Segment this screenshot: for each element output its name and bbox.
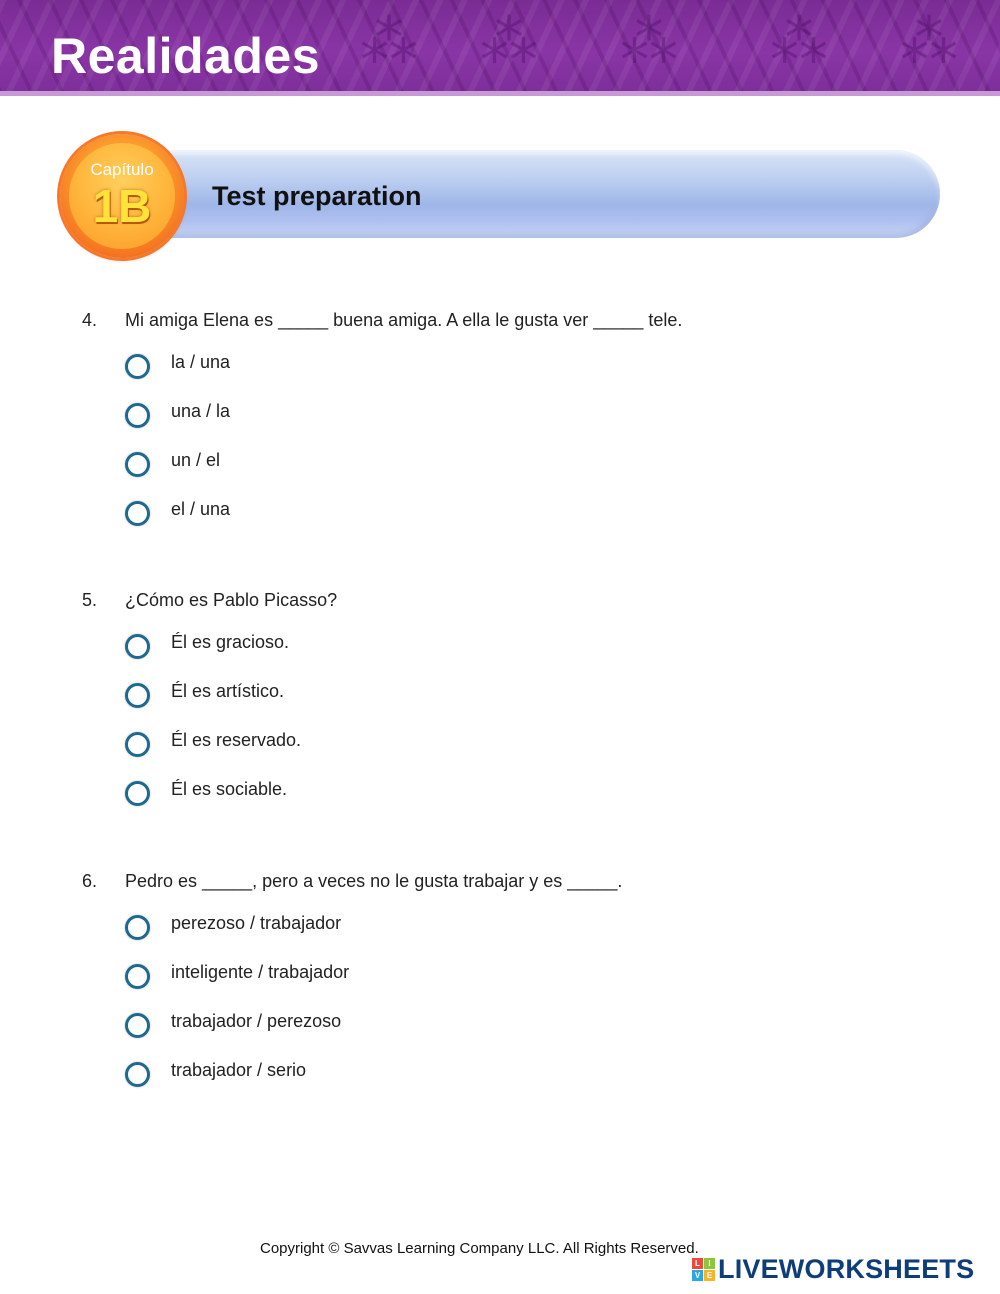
logo-block: V bbox=[692, 1270, 703, 1281]
banner-pattern-icon: ⁂ bbox=[480, 10, 538, 75]
question-text: Mi amiga Elena es _____ buena amiga. A ella le gusta ver _____ tele. bbox=[125, 310, 683, 330]
answer-option[interactable] bbox=[125, 729, 525, 759]
option-label: el / una bbox=[171, 499, 231, 519]
answer-option[interactable] bbox=[125, 351, 525, 381]
answer-option[interactable] bbox=[125, 631, 525, 661]
answer-option[interactable] bbox=[125, 1010, 525, 1040]
chapter-number: 1B bbox=[92, 180, 152, 232]
question-number: 6. bbox=[82, 871, 98, 891]
answer-option[interactable] bbox=[125, 400, 525, 430]
option-label: Él es artístico. bbox=[171, 681, 285, 701]
liveworksheets-brand: LIVEWORKSHEETS bbox=[718, 1254, 975, 1284]
page-title: Test preparation bbox=[212, 181, 422, 211]
logo-block: L bbox=[692, 1258, 703, 1269]
radio-button[interactable] bbox=[125, 683, 150, 708]
option-label: perezoso / trabajador bbox=[171, 913, 342, 933]
question-number: 5. bbox=[82, 590, 98, 610]
option-label: Él es reservado. bbox=[171, 730, 302, 750]
option-label: Él es gracioso. bbox=[171, 632, 290, 652]
radio-button[interactable] bbox=[125, 501, 150, 526]
banner-pattern-icon: ⁂ bbox=[770, 10, 828, 75]
radio-button[interactable] bbox=[125, 354, 150, 379]
liveworksheets-blocks-icon bbox=[692, 1258, 715, 1281]
question-number: 4. bbox=[82, 310, 98, 330]
question-text: Pedro es _____, pero a veces no le gusta trabajar y es _____. bbox=[125, 871, 623, 891]
radio-button[interactable] bbox=[125, 452, 150, 477]
radio-button[interactable] bbox=[125, 403, 150, 428]
banner-pattern-icon: ⁂ bbox=[620, 10, 678, 75]
liveworksheets-logo[interactable] bbox=[692, 1254, 974, 1284]
app-title: Realidades bbox=[51, 28, 321, 84]
answer-option[interactable] bbox=[125, 680, 525, 710]
radio-button[interactable] bbox=[125, 634, 150, 659]
option-label: Él es sociable. bbox=[171, 779, 288, 799]
answer-option[interactable] bbox=[125, 449, 525, 479]
logo-block: I bbox=[704, 1258, 715, 1269]
option-label: una / la bbox=[171, 401, 231, 421]
option-label: un / el bbox=[171, 450, 221, 470]
option-label: inteligente / trabajador bbox=[171, 962, 350, 982]
chapter-badge bbox=[60, 134, 184, 258]
option-label: la / una bbox=[171, 352, 231, 372]
copyright-text: Copyright © Savvas Learning Company LLC. All Rights Reserved. bbox=[260, 1240, 699, 1257]
answer-option[interactable] bbox=[125, 912, 525, 942]
answer-option[interactable] bbox=[125, 1059, 525, 1089]
question-text: ¿Cómo es Pablo Picasso? bbox=[125, 590, 338, 610]
radio-button[interactable] bbox=[125, 732, 150, 757]
option-label: trabajador / perezoso bbox=[171, 1011, 342, 1031]
chapter-label: Capítulo bbox=[90, 160, 154, 179]
header-banner bbox=[0, 0, 1000, 96]
radio-button[interactable] bbox=[125, 964, 150, 989]
answer-option[interactable] bbox=[125, 961, 525, 991]
radio-button[interactable] bbox=[125, 781, 150, 806]
answer-option[interactable] bbox=[125, 498, 525, 528]
option-label: trabajador / serio bbox=[171, 1060, 307, 1080]
answer-option[interactable] bbox=[125, 778, 525, 808]
radio-button[interactable] bbox=[125, 1062, 150, 1087]
banner-pattern-icon: ⁂ bbox=[900, 10, 958, 75]
radio-button[interactable] bbox=[125, 915, 150, 940]
radio-button[interactable] bbox=[125, 1013, 150, 1038]
logo-block: E bbox=[704, 1270, 715, 1281]
banner-pattern-icon: ⁂ bbox=[360, 10, 418, 75]
